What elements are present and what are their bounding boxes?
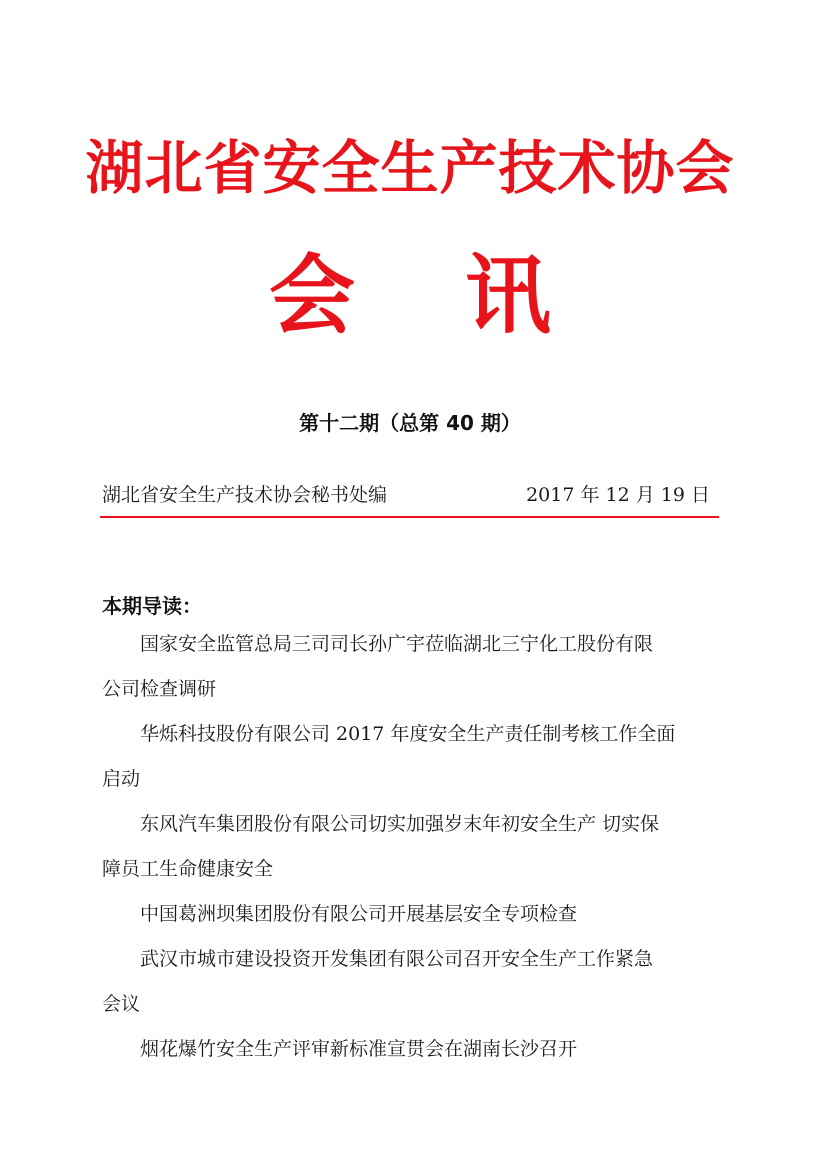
guide-item-line: 武汉市城市建设投资开发集团有限公司召开安全生产工作紧急 (140, 948, 654, 970)
editor-credit: 湖北省安全生产技术协会秘书处编 (102, 484, 388, 506)
guide-item-line: 华烁科技股份有限公司 2017 年度安全生产责任制考核工作全面 (140, 723, 676, 745)
guide-item-line: 启动 (102, 768, 141, 790)
guide-item[interactable] (102, 1027, 722, 1072)
guide-heading: 本期导读： (102, 594, 202, 618)
issue-number: 第十二期（总第 40 期） (299, 411, 521, 435)
guide-item[interactable] (102, 937, 722, 1027)
guide-item-line: 公司检查调研 (102, 678, 217, 700)
guide-item-line: 障员工生命健康安全 (102, 858, 274, 880)
publication-title: 会 讯 (269, 246, 591, 346)
publish-date: 2017 年 12 月 19 日 (526, 484, 710, 506)
guide-item-line: 国家安全监管总局三司司长孙广宇莅临湖北三宁化工股份有限 (140, 633, 654, 655)
guide-item-line: 中国葛洲坝集团股份有限公司开展基层安全专项检查 (140, 903, 578, 925)
guide-item-line: 东风汽车集团股份有限公司切实加强岁末年初安全生产 切实保 (140, 813, 660, 835)
guide-item[interactable] (102, 802, 722, 892)
guide-item-line: 烟花爆竹安全生产评审新标准宣贯会在湖南长沙召开 (140, 1038, 578, 1060)
guide-item[interactable] (102, 892, 722, 937)
guide-item[interactable] (102, 622, 722, 712)
organization-title: 湖北省安全生产技术协会 (85, 134, 735, 202)
guide-list (102, 622, 722, 1072)
masthead-divider (100, 516, 719, 518)
guide-item[interactable] (102, 712, 722, 802)
guide-item-line: 会议 (102, 993, 141, 1015)
